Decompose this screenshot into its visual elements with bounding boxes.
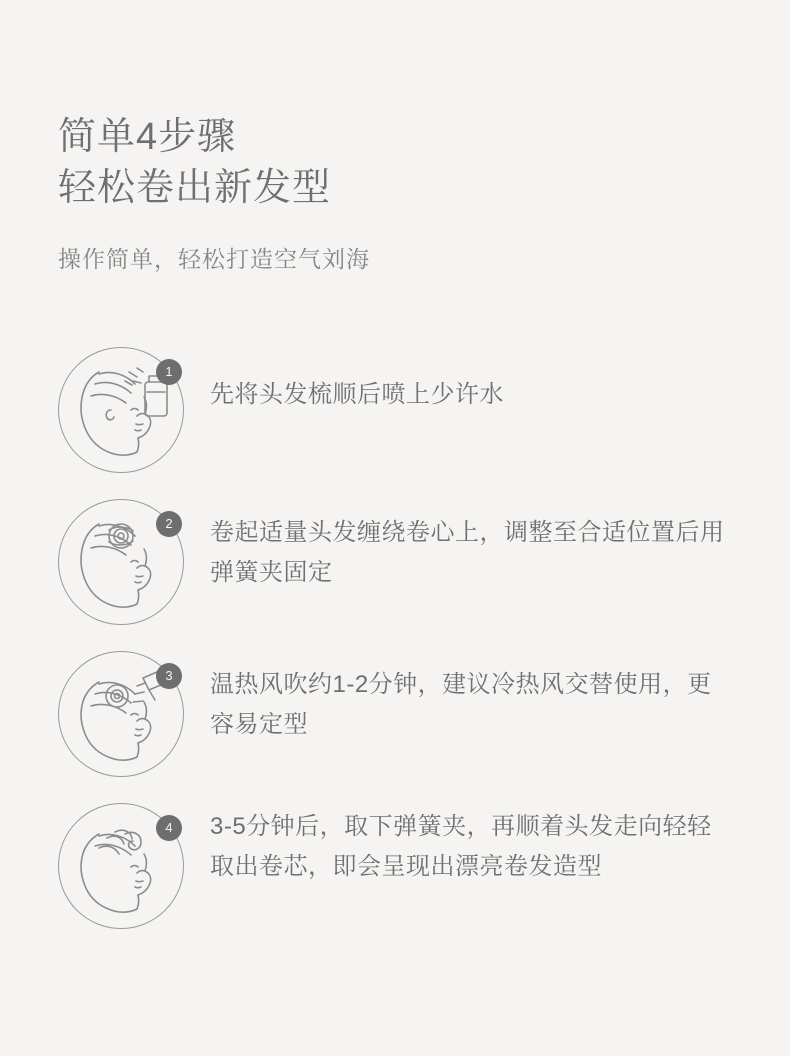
step-text: 先将头发梳顺后喷上少许水 xyxy=(210,381,504,409)
steps-list xyxy=(58,347,732,933)
page-title-line-2: 轻松卷出新发型 xyxy=(58,166,332,209)
step-text: 3-5分钟后，取下弹簧夹，再顺着头发走向轻轻取出卷芯，即会呈现出漂亮卷发造型 xyxy=(210,813,712,880)
step-figure xyxy=(58,499,186,627)
step-figure xyxy=(58,651,186,779)
step-number-badge: 1 xyxy=(156,359,182,385)
step-number-badge: 3 xyxy=(156,663,182,689)
list-item xyxy=(58,803,732,933)
page-title-line-1: 简单4步骤 xyxy=(58,116,237,158)
step-figure xyxy=(58,347,186,475)
step-text: 温热风吹约1-2分钟，建议冷热风交替使用，更容易定型 xyxy=(210,671,712,738)
step-text: 卷起适量头发缠绕卷心上，调整至合适位置后用弹簧夹固定 xyxy=(210,519,725,586)
step-number-badge: 4 xyxy=(156,815,182,841)
list-item xyxy=(58,651,732,781)
page-subtitle: 操作简单，轻松打造空气刘海 xyxy=(58,246,370,273)
list-item xyxy=(58,347,732,477)
page-title xyxy=(58,0,732,213)
step-figure xyxy=(58,803,186,931)
step-number-badge: 2 xyxy=(156,511,182,537)
list-item xyxy=(58,499,732,629)
